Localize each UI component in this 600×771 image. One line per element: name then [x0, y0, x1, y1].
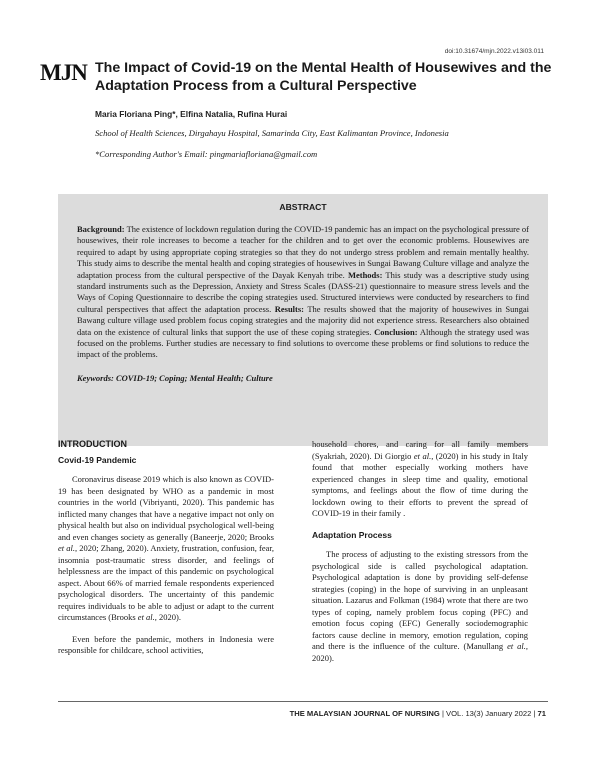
authors: Maria Floriana Ping*, Elfina Natalia, Rufina Hurai [95, 109, 288, 119]
conclusion-text: Although the strategy used was focused on the problems. Further studies are necessary to find solutions to overcome these problems or find solutions to reduce the impact of the problems. [77, 326, 529, 360]
methods-label: Methods: [347, 269, 383, 280]
adaptation-heading: Adaptation Process [312, 529, 392, 540]
abstract-heading: ABSTRACT [279, 202, 327, 212]
introduction-heading: INTRODUCTION [58, 439, 127, 449]
doi: doi:10.31674/mjn.2022.v13i03.011 [444, 48, 544, 55]
corresponding-email: *Corresponding Author's Email: pingmariafloriana@gmail.com [95, 149, 318, 159]
paragraph-4: The process of adjusting to the existing stressors from the psychological side is called psychological adaptation. Psychological adaptation is done by providing self-defense strategies (coping) in the hope of surviving in an unpleasant situation. Lazarus and Folkman (1984) wrote that there are two types of coping, namely problem focus coping (PFC) and emotion focus coping (EFC) Generally sociodemographic factors cause decline in memory, emotion regulation, coping and there is the influence of the culture. (Manullang et al., 2020). [312, 549, 528, 663]
abstract-text [77, 224, 529, 361]
methods-text: This study was a descriptive study using standard instruments such as the Depression, Anxiety and Stress Scales (DASS-21) questionnaire to measure stress levels and the Ways of Coping Questionnaire to describe the coping strategies used. Structured interviews were conducted by researchers to find cultural perspectives that affect the adaptation process. [77, 269, 529, 314]
results-text: The results showed that the majority of housewives in Sungai Bawang culture village used problem focus coping strategies and the majority did not experience stress. Researchers also obtained data on the existence of cultural links that support the use of these coping strategies. [77, 303, 530, 337]
background-label: Background: [77, 224, 125, 234]
paragraph-3: household chores, and caring for all family members (Syakriah, 2020). Di Giorgio et al., (2020) in his study in Italy found that mother especially working mothers have experienced changes in sleep time and quality, emotional symptoms, and feelings about the flow of time during the lockdown owing to their efforts to prevent the spread of COVID-19 in their family . [312, 439, 528, 518]
results-label: Results: [274, 303, 305, 314]
journal-logo: MJN [40, 60, 87, 85]
volume: VOL. 13(3) January 2022 [446, 709, 532, 718]
right-column [312, 439, 528, 664]
covid-heading: Covid-19 Pandemic [58, 454, 137, 465]
affiliation: School of Health Sciences, Dirgahayu Hospital, Samarinda City, East Kalimantan Province, Indonesia [95, 128, 449, 138]
journal-name: THE MALAYSIAN JOURNAL OF NURSING [289, 709, 440, 718]
paragraph-2: Even before the pandemic, mothers in Indonesia were responsible for childcare, school activities, [58, 633, 274, 655]
abstract-box [58, 194, 548, 446]
paper-title: The Impact of Covid-19 on the Mental Health of Housewives and the Adaptation Process from a Cultural Perspective [95, 60, 552, 94]
conclusion-label: Conclusion: [374, 326, 418, 337]
paragraph-1: Coronavirus disease 2019 which is also known as COVID-19 has been designated by WHO as a pandemic in most countries in the world (Vibriyanti, 2020). This pandemic has inflicted many changes that have a negative impact not only on physical health but also on individual psychological well-being and even changes society as generally (Baneerje, 2020; Brooks et al., 2020; Zhang, 2020). Anxiety, frustration, confusion, fear, insomnia post-traumatic stress disorder, and feelings of helplessness are the impact of this pandemic on psychological aspect. About 66% of married female respondents experienced psychological disorders. The uncertainty of this pandemic requires individuals to be able to adjust or adapt to the current circumstances (Brooks et al., 2020). [58, 474, 274, 622]
keywords: Keywords: COVID-19; Coping; Mental Health; Culture [77, 372, 273, 383]
footer: THE MALAYSIAN JOURNAL OF NURSING | VOL. 13(3) January 2022 | 71 [289, 709, 546, 718]
page-number: 71 [537, 709, 546, 718]
footer-rule [58, 701, 548, 702]
left-column [58, 439, 274, 657]
background-text: The existence of lockdown regulation during the COVID-19 pandemic has an impact on the psychological pressure of housewives, their role increases to become a teacher for the children and to get over the economic problems. Housewives are required to adapt by using appropriate coping strategies so that they do not undergo stress problem and remain mentally healthy. This study aims to describe the mental health and coping strategies of housewives in Sungai Bawang Culture village and analyze the adaptation process from the cultural perspective of the Dayak Kenyah tribe. [77, 224, 529, 280]
